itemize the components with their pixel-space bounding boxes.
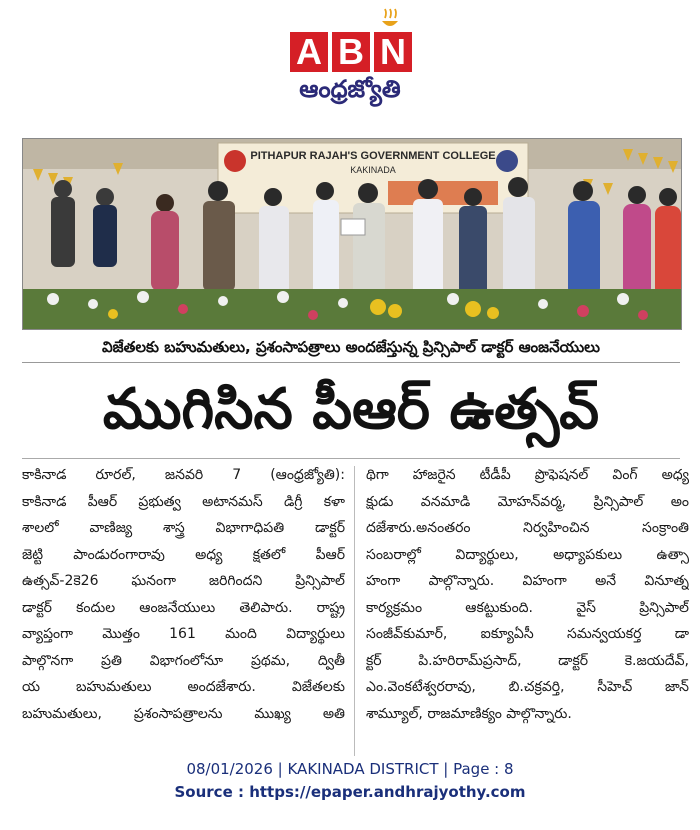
brand-letter-a: A <box>290 32 328 72</box>
coffee-cup-icon <box>376 8 404 32</box>
article-line: క్టర్ పి.హరిరామ్‌ప్రసాద్, డాక్టర్ కె.జయదేవ్, <box>366 652 689 669</box>
article-line: కాకినాడ పీఆర్ ప్రభుత్వ అటానమస్ డిగ్రీ కళా <box>22 493 345 510</box>
event-photo-illustration <box>23 139 681 329</box>
article-line: వ్యాప్తంగా మొత్తం 161 మంది విద్యార్థులు <box>22 626 345 642</box>
banner-title: PITHAPUR RAJAH'S GOVERNMENT COLLEGE <box>250 150 496 162</box>
article-column-right <box>366 462 689 727</box>
article-line: హంగా పాల్గొన్నారు. విహంగా అనే వినూత్న <box>366 573 689 589</box>
article-line: ఎం.వెంకటేశ్వరరావు, బి.చక్రవర్తి, సీహెచ్ జాన్ <box>366 679 689 695</box>
divider-line <box>22 458 680 459</box>
brand-subtitle: ఆంధ్రజ్యోతి <box>299 75 401 103</box>
brand-letter-n: N <box>374 32 412 72</box>
article-line: జెట్టి పాండురంగారావు అధ్య క్షతలో పీఆర్ <box>22 546 345 563</box>
banner-subtitle: KAKINADA <box>350 165 396 175</box>
article-line: డాక్టర్ కందుల ఆంజనేయులు తెలిపారు. రాష్ట్ర <box>22 599 345 616</box>
footer <box>0 758 700 804</box>
source-link[interactable]: Source : https://epaper.andhrajyothy.com <box>174 783 526 801</box>
event-photo <box>22 138 682 330</box>
publication-meta: 08/01/2026 | KAKINADA DISTRICT | Page : 8 <box>186 760 514 778</box>
article-line: కాకినాడ రూరల్, జనవరి 7 (ఆంధ్రజ్యోతి): <box>22 467 345 483</box>
article-line: ఉత్సవ్-2కె26 ఘనంగా జరిగిందని ప్రిన్సిపాల్ <box>22 573 345 589</box>
divider-line <box>22 362 680 363</box>
headline: ముగిసిన పీఆర్ ఉత్సవ్ <box>102 377 600 442</box>
article-line: శాలలో వాణిజ్య శాస్త్ర విభాగాధిపతి డాక్టర్ <box>22 520 345 536</box>
article-line: శామ్యూల్, రాజమాణిక్యం పాల్గొన్నారు. <box>366 705 572 722</box>
article-line: సంజీవ్‌కుమార్, ఐక్యూఏసీ సమన్వయకర్త డా <box>366 626 689 642</box>
column-divider <box>354 466 355 756</box>
article-column-left <box>22 462 345 727</box>
article-line: పాల్గొనగా ప్రతి విభాగంలోనూ ప్రథమ, ద్వితీ <box>22 652 345 669</box>
photo-caption: విజేతలకు బహుమతులు, ప్రశంసాపత్రాలు అందజేస్తున్న ప్రిన్సిపాల్ డాక్టర్ ఆంజనేయులు <box>102 338 600 356</box>
brand-letter-b: B <box>332 32 370 72</box>
article-line: సంబరాల్లో విద్యార్థులు, అధ్యాపకులు ఉత్సా <box>366 546 689 563</box>
article-line: దజేశారు.అనంతరం నిర్వహించిన సంక్రాంతి <box>366 520 689 536</box>
article-line: య బహుమతులు అందజేశారు. విజేతలకు <box>22 679 345 695</box>
abn-andhrajyothy-logo <box>280 6 420 106</box>
article-line: కార్యక్రమం ఆకట్టుకుంది. వైస్ ప్రిన్సిపాల్ <box>366 599 689 616</box>
article-line: బహుమతులు, ప్రశంసాపత్రాలను ముఖ్య అతి <box>22 705 345 722</box>
article-line: క్షుడు వనమాడి మోహన్‌వర్మ, ప్రిన్సిపాల్ అం <box>366 493 689 510</box>
article-line: థిగా హాజరైన టీడీపీ ప్రొఫెషనల్ వింగ్ అధ్య <box>366 467 689 483</box>
brand-letters <box>290 32 412 72</box>
